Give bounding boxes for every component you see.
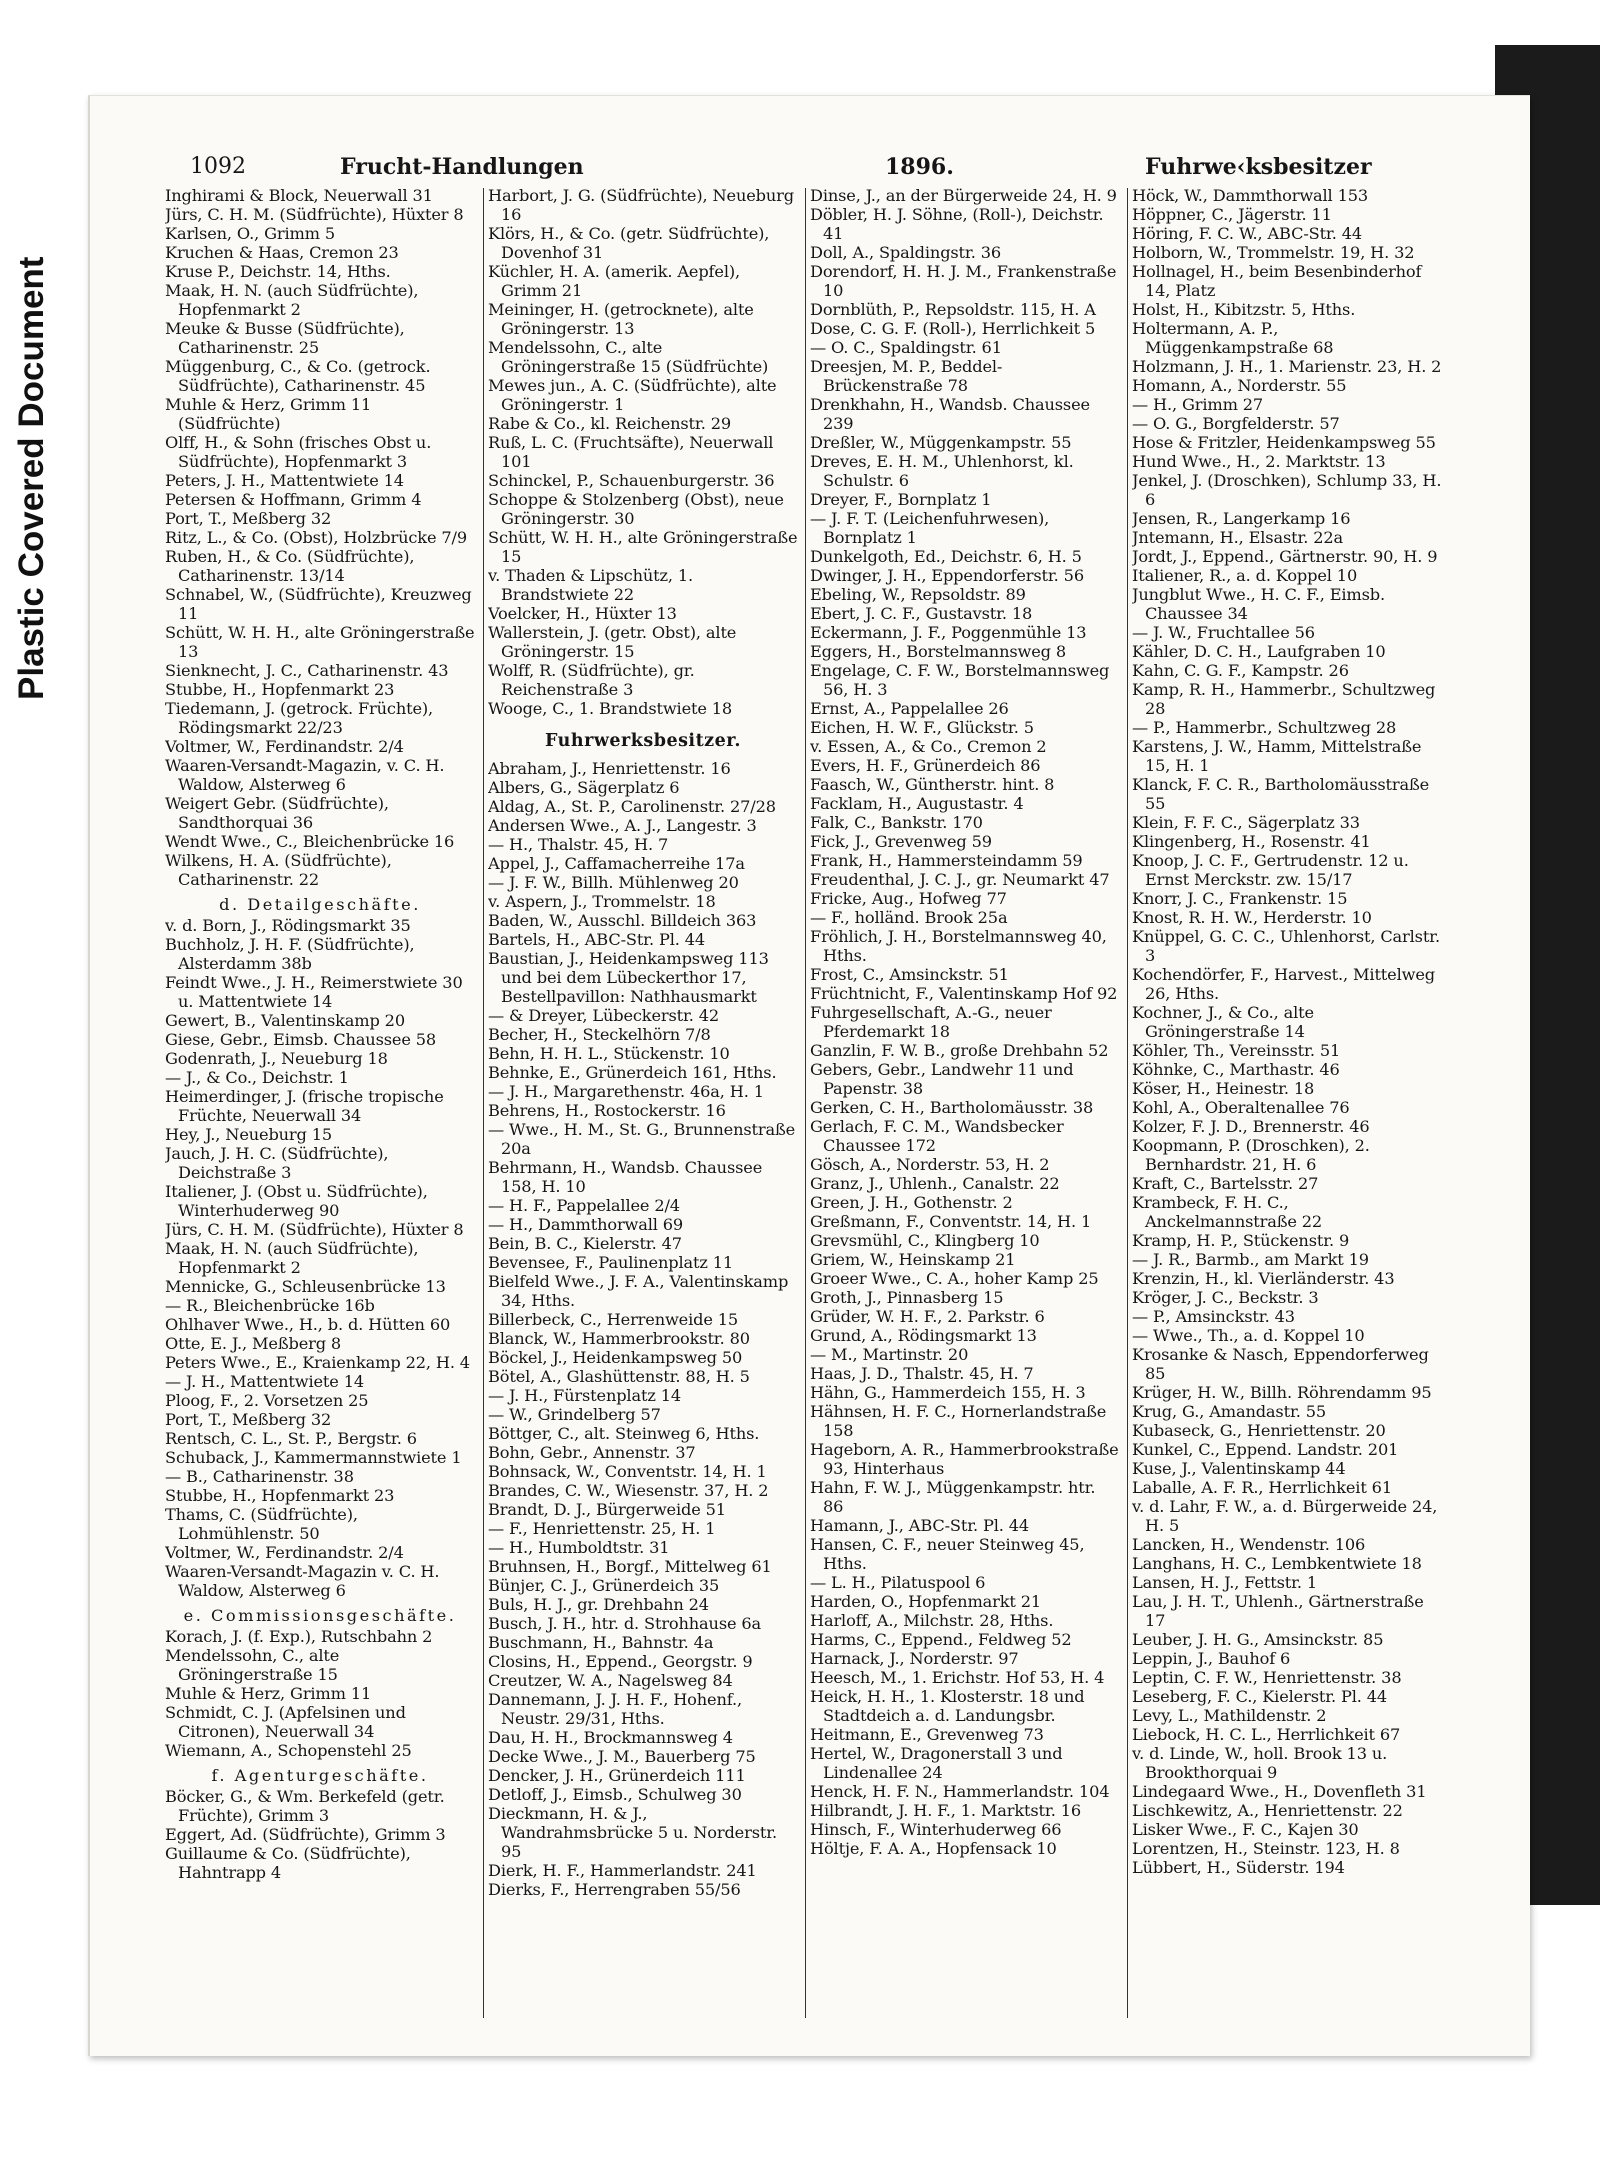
- directory-entry: Küchler, H. A. (amerik. Aepfel), Grimm 21: [488, 262, 741, 300]
- directory-entry: Drenkhahn, H., Wandsb. Chaussee 239: [810, 395, 1090, 433]
- directory-entry: Hertel, W., Dragonerstall 3 und Lindenallee 24: [810, 1744, 1063, 1782]
- directory-entry: Sienknecht, J. C., Catharinenstr. 43: [165, 661, 449, 680]
- directory-entry: — H., Dammthorwall 69: [488, 1215, 684, 1234]
- directory-entry: v. Essen, A., & Co., Cremon 2: [810, 737, 1047, 756]
- directory-entry: Peters, J. H., Mattentwiete 14: [165, 471, 404, 490]
- directory-entry: Schmidt, C. J. (Apfelsinen und Citronen), Neuerwall 34: [165, 1703, 406, 1741]
- directory-entry: Evers, H. F., Grünerdeich 86: [810, 756, 1041, 775]
- directory-entry: Hähnsen, H. F. C., Hornerlandstraße 158: [810, 1402, 1107, 1440]
- directory-entry: Voltmer, W., Ferdinandstr. 2/4: [165, 1543, 404, 1562]
- directory-entry: Tiedemann, J. (getrock. Früchte), Rödingsmarkt 22/23: [165, 699, 434, 737]
- directory-entry: Dieckmann, H. & J., Wandrahmsbrücke 5 u. Norderstr. 95: [488, 1804, 778, 1861]
- directory-entry: Bötel, A., Glashüttenstr. 88, H. 5: [488, 1367, 750, 1386]
- directory-entry: Köhler, Th., Vereinsstr. 51: [1132, 1041, 1341, 1060]
- directory-entry: Voltmer, W., Ferdinandstr. 2/4: [165, 737, 404, 756]
- directory-entry: Lansen, H. J., Fettstr. 1: [1132, 1573, 1318, 1592]
- directory-entry: Grevsmühl, C., Klingberg 10: [810, 1231, 1040, 1250]
- directory-entry: Waaren-Versandt-Magazin v. C. H. Waldow, Alsterweg 6: [165, 1562, 440, 1600]
- directory-entry: Faasch, W., Güntherstr. hint. 8: [810, 775, 1055, 794]
- directory-entry: Jordt, J., Eppend., Gärtnerstr. 90, H. 9: [1132, 547, 1438, 566]
- directory-entry: Knoop, J. C. F., Gertrudenstr. 12 u. Ernst Merckstr. zw. 15/17: [1132, 851, 1409, 889]
- directory-entry: Griem, W., Heinskamp 21: [810, 1250, 1016, 1269]
- directory-entry: Dencker, J. H., Grünerdeich 111: [488, 1766, 746, 1785]
- directory-entry: — H., Grimm 27: [1132, 395, 1264, 414]
- directory-entry: Krambeck, F. H. C., Anckelmannstraße 22: [1132, 1193, 1323, 1231]
- directory-entry: — J. H., Mattentwiete 14: [165, 1372, 364, 1391]
- directory-entry: Guillaume & Co. (Südfrüchte), Hahntrapp 4: [165, 1844, 411, 1882]
- directory-entry: Buschmann, H., Bahnstr. 4a: [488, 1633, 714, 1652]
- directory-entry: Dreves, E. H. M., Uhlenhorst, kl. Schulstr. 6: [810, 452, 1074, 490]
- directory-entry: Jensen, R., Langerkamp 16: [1132, 509, 1351, 528]
- directory-entry: Kochner, J., & Co., alte Gröningerstraße 14: [1132, 1003, 1314, 1041]
- directory-entry: — B., Catharinenstr. 38: [165, 1467, 354, 1486]
- year-label: 1896.: [885, 154, 954, 180]
- directory-entry: — H. F., Pappelallee 2/4: [488, 1196, 680, 1215]
- directory-entry: Korach, J. (f. Exp.), Rutschbahn 2: [165, 1627, 433, 1646]
- directory-entry: v. d. Lahr, F. W., a. d. Bürgerweide 24, H. 5: [1132, 1497, 1438, 1535]
- directory-entry: Laballe, A. F. R., Herrlichkeit 61: [1132, 1478, 1392, 1497]
- directory-entry: Mennicke, G., Schleusenbrücke 13: [165, 1277, 446, 1296]
- document-page: [88, 95, 1530, 2056]
- directory-entry: Baden, W., Ausschl. Billdeich 363: [488, 911, 757, 930]
- column-1: [165, 186, 475, 2036]
- directory-entry: Holtermann, A. P., Müggenkampstraße 68: [1132, 319, 1334, 357]
- directory-entry: Heimerdinger, J. (frische tropische Früchte, Neuerwall 34: [165, 1087, 444, 1125]
- directory-entry: Rentsch, C. L., St. P., Bergstr. 6: [165, 1429, 417, 1448]
- directory-entry: Höring, F. C. W., ABC-Str. 44: [1132, 224, 1363, 243]
- directory-entry: Bielfeld Wwe., J. F. A., Valentinskamp 34, Hths.: [488, 1272, 789, 1310]
- directory-entry: Grüder, W. H. F., 2. Parkstr. 6: [810, 1307, 1045, 1326]
- directory-entry: Schnabel, W., (Südfrüchte), Kreuzweg 11: [165, 585, 472, 623]
- side-label: [12, 256, 51, 700]
- directory-entry: Kruse P., Deichstr. 14, Hths.: [165, 262, 391, 281]
- directory-entry: Meininger, H. (getrocknete), alte Gröningerstr. 13: [488, 300, 754, 338]
- directory-entry: Italiener, J. (Obst u. Südfrüchte), Winterhuderweg 90: [165, 1182, 428, 1220]
- directory-entry: Kohl, A., Oberaltenallee 76: [1132, 1098, 1350, 1117]
- directory-entry: — F., holländ. Brook 25a: [810, 908, 1008, 927]
- directory-entry: — M., Martinstr. 20: [810, 1345, 969, 1364]
- directory-entry: — J. R., Barmb., am Markt 19: [1132, 1250, 1369, 1269]
- directory-entry: Fröhlich, J. H., Borstelmannsweg 40, Hths.: [810, 927, 1107, 965]
- directory-entry: Fricke, Aug., Hofweg 77: [810, 889, 1007, 908]
- directory-entry: Bünjer, C. J., Grünerdeich 35: [488, 1576, 720, 1595]
- directory-entry: Haas, J. D., Thalstr. 45, H. 7: [810, 1364, 1034, 1383]
- directory-entry: Lindegaard Wwe., H., Dovenfleth 31: [1132, 1782, 1427, 1801]
- directory-entry: v. Thaden & Lipschütz, 1. Brandstwiete 22: [488, 566, 693, 604]
- directory-entry: Gewert, B., Valentinskamp 20: [165, 1011, 405, 1030]
- directory-entry: — J. F. W., Billh. Mühlenweg 20: [488, 873, 739, 892]
- column-3: [810, 186, 1120, 2036]
- directory-entry: Döbler, H. J. Söhne, (Roll-), Deichstr. 41: [810, 205, 1104, 243]
- directory-entry: Ohlhaver Wwe., H., b. d. Hütten 60: [165, 1315, 451, 1334]
- directory-entry: v. d. Born, J., Rödingsmarkt 35: [165, 916, 411, 935]
- directory-entry: — P., Amsinckstr. 43: [1132, 1307, 1295, 1326]
- directory-entry: v. Aspern, J., Trommelstr. 18: [488, 892, 716, 911]
- directory-entry: — P., Hammerbr., Schultzweg 28: [1132, 718, 1397, 737]
- directory-entry: Gösch, A., Norderstr. 53, H. 2: [810, 1155, 1050, 1174]
- directory-entry: Dose, C. G. F. (Roll-), Herrlichkeit 5: [810, 319, 1096, 338]
- directory-entry: Dau, H. H., Brockmannsweg 4: [488, 1728, 733, 1747]
- directory-entry: Behrens, H., Rostockerstr. 16: [488, 1101, 726, 1120]
- directory-entry: Höppner, C., Jägerstr. 11: [1132, 205, 1332, 224]
- section-heading: Fuhrwerksbesitzer.: [545, 731, 741, 751]
- directory-entry: Maak, H. N. (auch Südfrüchte), Hopfenmarkt 2: [165, 1239, 419, 1277]
- directory-entry: Stubbe, H., Hopfenmarkt 23: [165, 1486, 395, 1505]
- directory-entry: Ganzlin, F. W. B., große Drehbahn 52: [810, 1041, 1109, 1060]
- directory-entry: Fick, J., Grevenweg 59: [810, 832, 992, 851]
- directory-entry: Harms, C., Eppend., Feldweg 52: [810, 1630, 1072, 1649]
- directory-entry: Fuhrgesellschaft, A.-G., neuer Pferdemarkt 18: [810, 1003, 1052, 1041]
- directory-entry: Wiemann, A., Schopenstehl 25: [165, 1741, 412, 1760]
- directory-entry: Weigert Gebr. (Südfrüchte), Sandthorquai 36: [165, 794, 389, 832]
- directory-entry: — W., Grindelberg 57: [488, 1405, 661, 1424]
- directory-entry: Creutzer, W. A., Nagelsweg 84: [488, 1671, 733, 1690]
- side-label-text: Plastic Covered Document: [12, 256, 51, 700]
- directory-entry: Köser, H., Heinestr. 18: [1132, 1079, 1315, 1098]
- directory-entry: Krüger, H. W., Billh. Röhrendamm 95: [1132, 1383, 1432, 1402]
- directory-entry: Jürs, C. H. M. (Südfrüchte), Hüxter 8: [165, 205, 464, 224]
- directory-entry: Karlsen, O., Grimm 5: [165, 224, 336, 243]
- directory-entry: Harden, O., Hopfenmarkt 21: [810, 1592, 1042, 1611]
- directory-entry: Otte, E. J., Meßberg 8: [165, 1334, 342, 1353]
- directory-entry: Olff, H., & Sohn (frisches Obst u. Südfrüchte), Hopfenmarkt 3: [165, 433, 432, 471]
- directory-entry: — Wwe., H. M., St. G., Brunnenstraße 20a: [488, 1120, 796, 1158]
- directory-entry: Homann, A., Norderstr. 55: [1132, 376, 1347, 395]
- directory-entry: Buls, H. J., gr. Drehbahn 24: [488, 1595, 709, 1614]
- directory-entry: Jntemann, H., Elsastr. 22a: [1132, 528, 1344, 547]
- directory-entry: Lisker Wwe., F. C., Kajen 30: [1132, 1820, 1359, 1839]
- directory-entry: Holzmann, J. H., 1. Marienstr. 23, H. 2: [1132, 357, 1442, 376]
- column-divider: [805, 188, 806, 2018]
- directory-entry: Wilkens, H. A. (Südfrüchte), Catharinenstr. 22: [165, 851, 392, 889]
- directory-entry: Ruß, L. C. (Fruchtsäfte), Neuerwall 101: [488, 433, 774, 471]
- directory-entry: Wendt Wwe., C., Bleichenbrücke 16: [165, 832, 455, 851]
- directory-entry: Baustian, J., Heidenkampsweg 113 und bei dem Lübeckerthor 17, Bestellpavillon: Nathhausmarkt: [488, 949, 769, 1006]
- directory-entry: Falk, C., Bankstr. 170: [810, 813, 983, 832]
- directory-entry: Mewes jun., A. C. (Südfrüchte), alte Gröningerstr. 1: [488, 376, 777, 414]
- directory-entry: Holst, H., Kibitzstr. 5, Hths.: [1132, 300, 1356, 319]
- directory-entry: Muhle & Herz, Grimm 11: [165, 1684, 372, 1703]
- directory-entry: Dierks, F., Herrengraben 55/56: [488, 1880, 741, 1899]
- directory-entry: Karstens, J. W., Hamm, Mittelstraße 15, H. 1: [1132, 737, 1422, 775]
- directory-entry: Behrmann, H., Wandsb. Chaussee 158, H. 10: [488, 1158, 763, 1196]
- directory-entry: Dreesjen, M. P., Beddel-Brückenstraße 78: [810, 357, 1003, 395]
- directory-entry: — H., Humboldtstr. 31: [488, 1538, 670, 1557]
- directory-entry: Closins, H., Eppend., Georgstr. 9: [488, 1652, 753, 1671]
- directory-entry: Ploog, F., 2. Vorsetzen 25: [165, 1391, 369, 1410]
- directory-entry: Köhnke, C., Marthastr. 46: [1132, 1060, 1340, 1079]
- column-4: [1132, 186, 1442, 2036]
- directory-entry: Müggenburg, C., & Co. (getrock. Südfrüchte), Catharinenstr. 45: [165, 357, 431, 395]
- directory-entry: Lischkewitz, A., Henriettenstr. 22: [1132, 1801, 1403, 1820]
- page-number: 1092: [190, 154, 246, 179]
- directory-entry: Ernst, A., Pappelallee 26: [810, 699, 1009, 718]
- directory-entry: Klanck, F. C. R., Bartholomäusstraße 55: [1132, 775, 1430, 813]
- directory-entry: Giese, Gebr., Eimsb. Chaussee 58: [165, 1030, 437, 1049]
- directory-entry: Kraft, C., Bartelsstr. 27: [1132, 1174, 1319, 1193]
- directory-entry: Levy, L., Mathildenstr. 2: [1132, 1706, 1327, 1725]
- subsection-heading: d. Detailgeschäfte.: [219, 895, 421, 914]
- directory-entry: Krug, G., Amandastr. 55: [1132, 1402, 1327, 1421]
- section-title-right: Fuhrwe‹ksbesitzer: [1145, 154, 1372, 180]
- directory-entry: Dinse, J., an der Bürgerweide 24, H. 9: [810, 186, 1117, 205]
- directory-entry: Früchtnicht, F., Valentinskamp Hof 92: [810, 984, 1118, 1003]
- directory-entry: Albers, G., Sägerplatz 6: [488, 778, 680, 797]
- directory-entry: Bevensee, F., Paulinenplatz 11: [488, 1253, 734, 1272]
- directory-entry: Kuse, J., Valentinskamp 44: [1132, 1459, 1346, 1478]
- directory-entry: v. d. Linde, W., holl. Brook 13 u. Brookthorquai 9: [1132, 1744, 1388, 1782]
- directory-entry: Jungblut Wwe., H. C. F., Eimsb. Chaussee 34: [1132, 585, 1385, 623]
- directory-entry: Billerbeck, C., Herrenweide 15: [488, 1310, 739, 1329]
- directory-entry: Grund, A., Rödingsmarkt 13: [810, 1326, 1037, 1345]
- directory-entry: Inghirami & Block, Neuerwall 31: [165, 186, 433, 205]
- directory-entry: Ritz, L., & Co. (Obst), Holzbrücke 7/9: [165, 528, 467, 547]
- directory-entry: Gerlach, F. C. M., Wandsbecker Chaussee 172: [810, 1117, 1064, 1155]
- directory-entry: Granz, J., Uhlenh., Canalstr. 22: [810, 1174, 1060, 1193]
- subsection-heading: e. Commissionsgeschäfte.: [183, 1606, 457, 1625]
- directory-entry: Hähn, G., Hammerdeich 155, H. 3: [810, 1383, 1086, 1402]
- directory-entry: — H., Thalstr. 45, H. 7: [488, 835, 669, 854]
- directory-entry: — J. H., Fürstenplatz 14: [488, 1386, 681, 1405]
- directory-entry: Hansen, C. F., neuer Steinweg 45, Hths.: [810, 1535, 1085, 1573]
- directory-entry: Schütt, W. H. H., alte Gröningerstraße 15: [488, 528, 798, 566]
- directory-entry: Knüppel, G. C. C., Uhlenhorst, Carlstr. 3: [1132, 927, 1440, 965]
- directory-entry: Gerken, C. H., Bartholomäusstr. 38: [810, 1098, 1094, 1117]
- directory-entry: Groth, J., Pinnasberg 15: [810, 1288, 1004, 1307]
- directory-entry: Dorendorf, H. H. J. M., Frankenstraße 10: [810, 262, 1117, 300]
- directory-entry: Harnack, J., Norderstr. 97: [810, 1649, 1019, 1668]
- directory-entry: Koopmann, P. (Droschken), 2. Bernhardstr. 21, H. 6: [1132, 1136, 1370, 1174]
- directory-entry: Dannemann, J. J. H. F., Hohenf., Neustr. 29/31, Hths.: [488, 1690, 742, 1728]
- directory-entry: Dwinger, J. H., Eppendorferstr. 56: [810, 566, 1084, 585]
- directory-entry: Knorr, J. C., Frankenstr. 15: [1132, 889, 1348, 908]
- directory-entry: Behnke, E., Grünerdeich 161, Hths.: [488, 1063, 777, 1082]
- directory-entry: Kahn, C. G. F., Kampstr. 26: [1132, 661, 1349, 680]
- directory-entry: Kochendörfer, F., Harvest., Mittelweg 26, Hths.: [1132, 965, 1435, 1003]
- directory-entry: Abraham, J., Henriettenstr. 16: [488, 759, 731, 778]
- directory-entry: Jürs, C. H. M. (Südfrüchte), Hüxter 8: [165, 1220, 464, 1239]
- directory-entry: Leppin, J., Bauhof 6: [1132, 1649, 1291, 1668]
- directory-entry: Jenkel, J. (Droschken), Schlump 33, H. 6: [1132, 471, 1442, 509]
- directory-entry: Feindt Wwe., J. H., Reimerstwiete 30 u. Mattentwiete 14: [165, 973, 463, 1011]
- directory-entry: — L. H., Pilatuspool 6: [810, 1573, 986, 1592]
- directory-entry: Freudenthal, J. C. J., gr. Neumarkt 47: [810, 870, 1110, 889]
- directory-entry: Dornblüth, P., Repsoldstr. 115, H. A: [810, 300, 1096, 319]
- directory-entry: Maak, H. N. (auch Südfrüchte), Hopfenmarkt 2: [165, 281, 419, 319]
- directory-entry: Behn, H. H. L., Stückenstr. 10: [488, 1044, 730, 1063]
- directory-entry: Mendelssohn, C., alte Gröningerstraße 15 (Südfrüchte): [488, 338, 769, 376]
- directory-entry: Appel, J., Caffamacherreihe 17a: [488, 854, 745, 873]
- directory-entry: Greßmann, F., Conventstr. 14, H. 1: [810, 1212, 1092, 1231]
- directory-entry: Brandes, C. W., Wiesenstr. 37, H. 2: [488, 1481, 769, 1500]
- directory-entry: Gebers, Gebr., Landwehr 11 und Papenstr. 38: [810, 1060, 1074, 1098]
- directory-entry: Knost, R. H. W., Herderstr. 10: [1132, 908, 1372, 927]
- directory-entry: Wallerstein, J. (getr. Obst), alte Gröningerstr. 15: [488, 623, 737, 661]
- directory-entry: Ruben, H., & Co. (Südfrüchte), Catharinenstr. 13/14: [165, 547, 415, 585]
- directory-entry: Dierk, H. F., Hammerlandstr. 241: [488, 1861, 757, 1880]
- directory-entry: Kramp, H. P., Stückenstr. 9: [1132, 1231, 1350, 1250]
- directory-entry: — O. C., Spaldingstr. 61: [810, 338, 1002, 357]
- directory-entry: Frost, C., Amsinckstr. 51: [810, 965, 1009, 984]
- directory-entry: Meuke & Busse (Südfrüchte), Catharinenstr. 25: [165, 319, 405, 357]
- directory-entry: Leuber, J. H. G., Amsinckstr. 85: [1132, 1630, 1384, 1649]
- directory-entry: Hilbrandt, J. H. F., 1. Marktstr. 16: [810, 1801, 1082, 1820]
- directory-entry: Hinsch, F., Winterhuderweg 66: [810, 1820, 1062, 1839]
- directory-entry: Kunkel, C., Eppend. Landstr. 201: [1132, 1440, 1399, 1459]
- directory-entry: Dunkelgoth, Ed., Deichstr. 6, H. 5: [810, 547, 1082, 566]
- directory-entry: Andersen Wwe., A. J., Langestr. 3: [488, 816, 757, 835]
- directory-entry: Eggert, Ad. (Südfrüchte), Grimm 3: [165, 1825, 446, 1844]
- directory-entry: Schuback, J., Kammermannstwiete 1: [165, 1448, 462, 1467]
- directory-entry: Decke Wwe., J. M., Bauerberg 75: [488, 1747, 756, 1766]
- directory-entry: Leseberg, F. C., Kielerstr. Pl. 44: [1132, 1687, 1388, 1706]
- directory-entry: Port, T., Meßberg 32: [165, 1410, 332, 1429]
- directory-entry: Krenzin, H., kl. Vierländerstr. 43: [1132, 1269, 1395, 1288]
- directory-entry: Hahn, F. W. J., Müggenkampstr. htr. 86: [810, 1478, 1096, 1516]
- directory-entry: — & Dreyer, Lübeckerstr. 42: [488, 1006, 720, 1025]
- directory-entry: — J. F. T. (Leichenfuhrwesen), Bornplatz 1: [810, 509, 1050, 547]
- directory-entry: Eggers, H., Borstelmannsweg 8: [810, 642, 1067, 661]
- directory-entry: Wolff, R. (Südfrüchte), gr. Reichenstraße 3: [488, 661, 695, 699]
- directory-entry: Waaren-Versandt-Magazin, v. C. H. Waldow, Alsterweg 6: [165, 756, 445, 794]
- directory-entry: Böcker, G., & Wm. Berkefeld (getr. Früchte), Grimm 3: [165, 1787, 445, 1825]
- directory-entry: Busch, J. H., htr. d. Strohhause 6a: [488, 1614, 762, 1633]
- directory-entry: Jauch, J. H. C. (Südfrüchte), Deichstraße 3: [165, 1144, 389, 1182]
- directory-entry: Kruchen & Haas, Cremon 23: [165, 243, 399, 262]
- directory-entry: Godenrath, J., Neueburg 18: [165, 1049, 388, 1068]
- directory-entry: Eichen, H. W. F., Glückstr. 5: [810, 718, 1034, 737]
- directory-entry: Bruhnsen, H., Borgf., Mittelweg 61: [488, 1557, 772, 1576]
- directory-entry: Engelage, C. F. W., Borstelmannsweg 56, H. 3: [810, 661, 1110, 699]
- directory-entry: Lau, J. H. T., Uhlenh., Gärtnerstraße 17: [1132, 1592, 1424, 1630]
- directory-entry: Hund Wwe., H., 2. Marktstr. 13: [1132, 452, 1386, 471]
- directory-entry: Lübbert, H., Süderstr. 194: [1132, 1858, 1345, 1877]
- directory-entry: Leptin, C. F. W., Henriettenstr. 38: [1132, 1668, 1402, 1687]
- directory-entry: Italiener, R., a. d. Koppel 10: [1132, 566, 1358, 585]
- directory-entry: — J. W., Fruchtallee 56: [1132, 623, 1315, 642]
- directory-entry: Bohnsack, W., Conventstr. 14, H. 1: [488, 1462, 767, 1481]
- directory-entry: Brandt, D. J., Bürgerweide 51: [488, 1500, 726, 1519]
- subsection-heading: f. Agenturgeschäfte.: [211, 1766, 429, 1785]
- directory-entry: Holborn, W., Trommelstr. 19, H. 32: [1132, 243, 1415, 262]
- directory-entry: Böckel, J., Heidenkampsweg 50: [488, 1348, 743, 1367]
- directory-entry: Port, T., Meßberg 32: [165, 509, 332, 528]
- directory-entry: Hollnagel, H., beim Besenbinderhof 14, Platz: [1132, 262, 1422, 300]
- directory-entry: Kamp, R. H., Hammerbr., Schultzweg 28: [1132, 680, 1436, 718]
- directory-entry: Hamann, J., ABC-Str. Pl. 44: [810, 1516, 1030, 1535]
- directory-entry: Buchholz, J. H. F. (Südfrüchte), Alsterdamm 38b: [165, 935, 415, 973]
- directory-entry: Voelcker, H., Hüxter 13: [488, 604, 677, 623]
- directory-entry: — F., Henriettenstr. 25, H. 1: [488, 1519, 716, 1538]
- directory-entry: Bein, B. C., Kielerstr. 47: [488, 1234, 682, 1253]
- directory-entry: Ebert, J. C. F., Gustavstr. 18: [810, 604, 1033, 623]
- directory-entry: Schinckel, P., Schauenburgerstr. 36: [488, 471, 775, 490]
- directory-entry: — O. G., Borgfelderstr. 57: [1132, 414, 1340, 433]
- directory-entry: Mendelssohn, C., alte Gröningerstraße 15: [165, 1646, 340, 1684]
- column-divider: [1127, 188, 1128, 2018]
- directory-entry: Bartels, H., ABC-Str. Pl. 44: [488, 930, 706, 949]
- directory-entry: Eckermann, J. F., Poggenmühle 13: [810, 623, 1087, 642]
- directory-entry: Klörs, H., & Co. (getr. Südfrüchte), Dovenhof 31: [488, 224, 770, 262]
- directory-entry: Frank, H., Hammersteindamm 59: [810, 851, 1083, 870]
- directory-entry: Klein, F. F. C., Sägerplatz 33: [1132, 813, 1360, 832]
- directory-entry: Bohn, Gebr., Annenstr. 37: [488, 1443, 696, 1462]
- directory-entry: Lorentzen, H., Steinstr. 123, H. 8: [1132, 1839, 1400, 1858]
- column-2: [488, 186, 798, 2036]
- directory-entry: Green, J. H., Gothenstr. 2: [810, 1193, 1013, 1212]
- directory-entry: Lancken, H., Wendenstr. 106: [1132, 1535, 1366, 1554]
- directory-entry: Heick, H. H., 1. Klosterstr. 18 und Stadtdeich a. d. Landungsbr.: [810, 1687, 1085, 1725]
- directory-entry: Thams, C. (Südfrüchte), Lohmühlenstr. 50: [165, 1505, 358, 1543]
- directory-entry: Detloff, J., Eimsb., Schulweg 30: [488, 1785, 742, 1804]
- directory-entry: Wooge, C., 1. Brandstwiete 18: [488, 699, 733, 718]
- directory-entry: Böttger, C., alt. Steinweg 6, Hths.: [488, 1424, 760, 1443]
- directory-entry: Muhle & Herz, Grimm 11 (Südfrüchte): [165, 395, 372, 433]
- directory-entry: Hageborn, A. R., Hammerbrookstraße 93, Hinterhaus: [810, 1440, 1119, 1478]
- directory-entry: Henck, H. F. N., Hammerlandstr. 104: [810, 1782, 1110, 1801]
- directory-entry: Kröger, J. C., Beckstr. 3: [1132, 1288, 1319, 1307]
- section-title-left: Frucht-Handlungen: [340, 154, 584, 180]
- directory-entry: — Wwe., Th., a. d. Koppel 10: [1132, 1326, 1365, 1345]
- directory-entry: Liebock, H. C. L., Herrlichkeit 67: [1132, 1725, 1401, 1744]
- directory-entry: — R., Bleichenbrücke 16b: [165, 1296, 375, 1315]
- directory-entry: Heitmann, E., Grevenweg 73: [810, 1725, 1044, 1744]
- directory-entry: Harloff, A., Milchstr. 28, Hths.: [810, 1611, 1054, 1630]
- directory-entry: Blanck, W., Hammerbrookstr. 80: [488, 1329, 750, 1348]
- directory-entry: Kolzer, F. J. D., Brennerstr. 46: [1132, 1117, 1370, 1136]
- directory-entry: Doll, A., Spaldingstr. 36: [810, 243, 1002, 262]
- directory-entry: — J. H., Margarethenstr. 46a, H. 1: [488, 1082, 764, 1101]
- directory-entry: Krosanke & Nasch, Eppendorferweg 85: [1132, 1345, 1429, 1383]
- directory-entry: Harbort, J. G. (Südfrüchte), Neueburg 16: [488, 186, 794, 224]
- directory-entry: Dreyer, F., Bornplatz 1: [810, 490, 992, 509]
- column-divider: [483, 188, 484, 2018]
- directory-entry: Schoppe & Stolzenberg (Obst), neue Gröningerstr. 30: [488, 490, 784, 528]
- directory-entry: Petersen & Hoffmann, Grimm 4: [165, 490, 422, 509]
- directory-entry: Schütt, W. H. H., alte Gröningerstraße 13: [165, 623, 475, 661]
- directory-entry: Aldag, A., St. P., Carolinenstr. 27/28: [488, 797, 776, 816]
- directory-entry: Groeer Wwe., C. A., hoher Kamp 25: [810, 1269, 1099, 1288]
- directory-entry: Ebeling, W., Repsoldstr. 89: [810, 585, 1026, 604]
- directory-entry: — J., & Co., Deichstr. 1: [165, 1068, 349, 1087]
- directory-entry: Facklam, H., Augustastr. 4: [810, 794, 1024, 813]
- directory-entry: Becher, H., Steckelhörn 7/8: [488, 1025, 711, 1044]
- directory-entry: Klingenberg, H., Rosenstr. 41: [1132, 832, 1371, 851]
- directory-entry: Hey, J., Neueburg 15: [165, 1125, 333, 1144]
- directory-entry: Kähler, D. C. H., Laufgraben 10: [1132, 642, 1386, 661]
- directory-entry: Kubaseck, G., Henriettenstr. 20: [1132, 1421, 1386, 1440]
- directory-entry: Dreßler, W., Müggenkampstr. 55: [810, 433, 1072, 452]
- directory-entry: Rabe & Co., kl. Reichenstr. 29: [488, 414, 732, 433]
- directory-entry: Stubbe, H., Hopfenmarkt 23: [165, 680, 395, 699]
- directory-entry: Peters Wwe., E., Kraienkamp 22, H. 4: [165, 1353, 470, 1372]
- directory-entry: Langhans, H. C., Lembkentwiete 18: [1132, 1554, 1422, 1573]
- directory-entry: Höck, W., Dammthorwall 153: [1132, 186, 1369, 205]
- directory-entry: Höltje, F. A. A., Hopfensack 10: [810, 1839, 1057, 1858]
- directory-entry: Hose & Fritzler, Heidenkampsweg 55: [1132, 433, 1436, 452]
- directory-entry: Heesch, M., 1. Erichstr. Hof 53, H. 4: [810, 1668, 1105, 1687]
